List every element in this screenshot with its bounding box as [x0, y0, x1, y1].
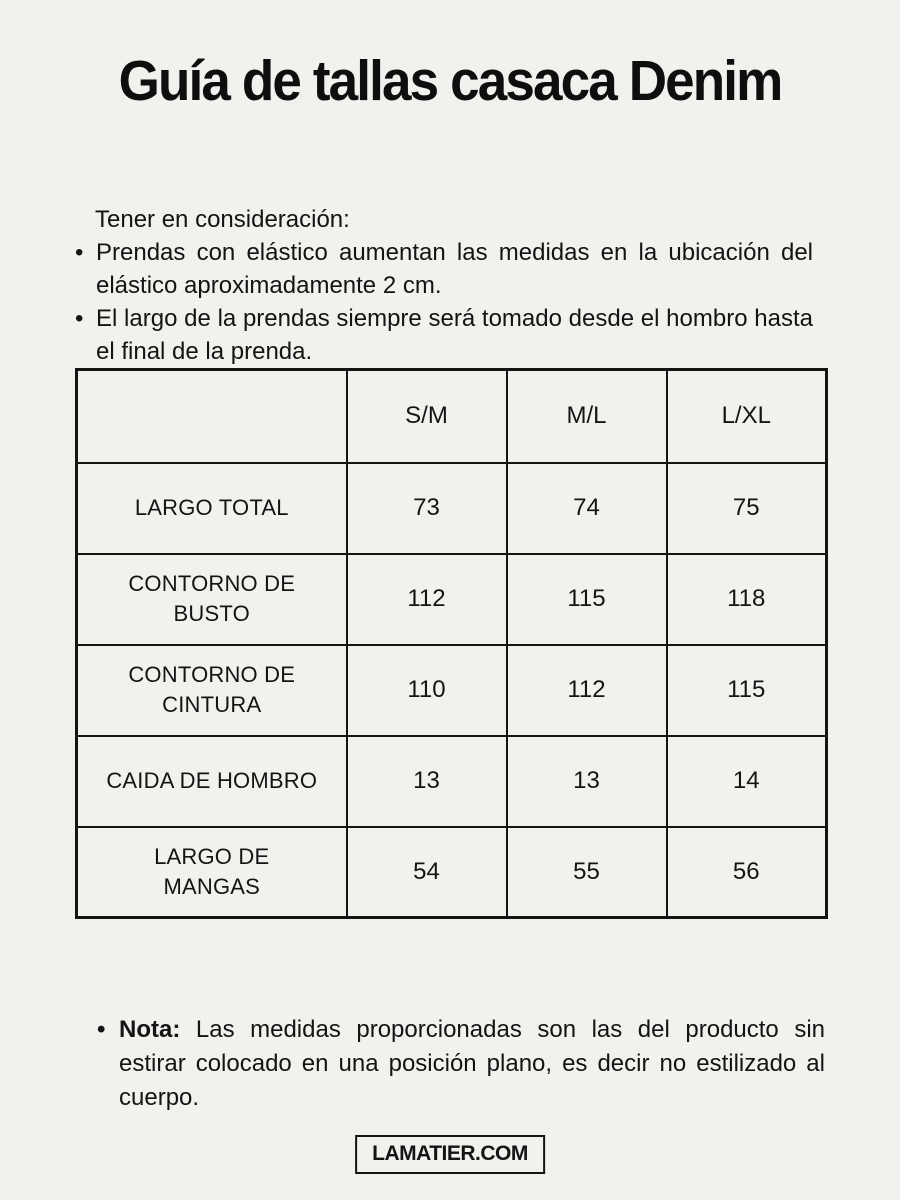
note-body: [97, 1013, 825, 1115]
size-column-header: S/M: [347, 370, 507, 463]
measurement-value: 110: [347, 645, 507, 736]
brand-text: LAMATIER.COM: [372, 1142, 528, 1165]
considerations-section: [75, 203, 813, 368]
corner-cell: [77, 370, 347, 463]
consideration-item: • El largo de la prendas siempre será tomado desde el hombro hasta el final de la prenda.: [75, 302, 813, 368]
size-table-header-row: [77, 370, 827, 463]
measurement-value: 112: [347, 554, 507, 645]
considerations-list: [75, 236, 813, 368]
measurement-value: 55: [507, 827, 667, 918]
measurement-value: 115: [507, 554, 667, 645]
measurement-label: LARGO TOTAL: [77, 463, 347, 554]
page-title: Guía de tallas casaca Denim: [118, 49, 782, 113]
measurement-value: 56: [667, 827, 827, 918]
table-row: [77, 463, 827, 554]
measurement-value: 74: [507, 463, 667, 554]
measurement-value: 112: [507, 645, 667, 736]
note-text: Las medidas proporcionadas son las del producto sin estirar colocado en una posición plano, es decir no estilizado al cuerpo.: [119, 1016, 825, 1111]
measurement-value: 118: [667, 554, 827, 645]
size-column-header: L/XL: [667, 370, 827, 463]
measurement-value: 75: [667, 463, 827, 554]
table-row: [77, 736, 827, 827]
table-row: [77, 554, 827, 645]
table-row: [77, 827, 827, 918]
measurement-label: CAIDA DE HOMBRO: [77, 736, 347, 827]
measurement-value: 13: [507, 736, 667, 827]
note-label: Nota:: [119, 1016, 181, 1043]
measurement-value: 13: [347, 736, 507, 827]
size-column-header: M/L: [507, 370, 667, 463]
measurement-value: 14: [667, 736, 827, 827]
measurement-value: 73: [347, 463, 507, 554]
table-row: [77, 645, 827, 736]
size-table-body: [77, 370, 827, 918]
considerations-heading: Tener en consideración:: [95, 206, 350, 233]
measurement-value: 115: [667, 645, 827, 736]
note-section: [97, 1013, 825, 1115]
measurement-label: CONTORNO DE CINTURA: [77, 645, 347, 736]
measurement-value: 54: [347, 827, 507, 918]
measurement-label: CONTORNO DE BUSTO: [77, 554, 347, 645]
size-table: [75, 368, 828, 919]
measurement-label: LARGO DE MANGAS: [77, 827, 347, 918]
consideration-item: • Prendas con elástico aumentan las medidas en la ubicación del elástico aproximadamente 2 cm.: [75, 236, 813, 302]
brand-badge: [355, 1135, 545, 1174]
